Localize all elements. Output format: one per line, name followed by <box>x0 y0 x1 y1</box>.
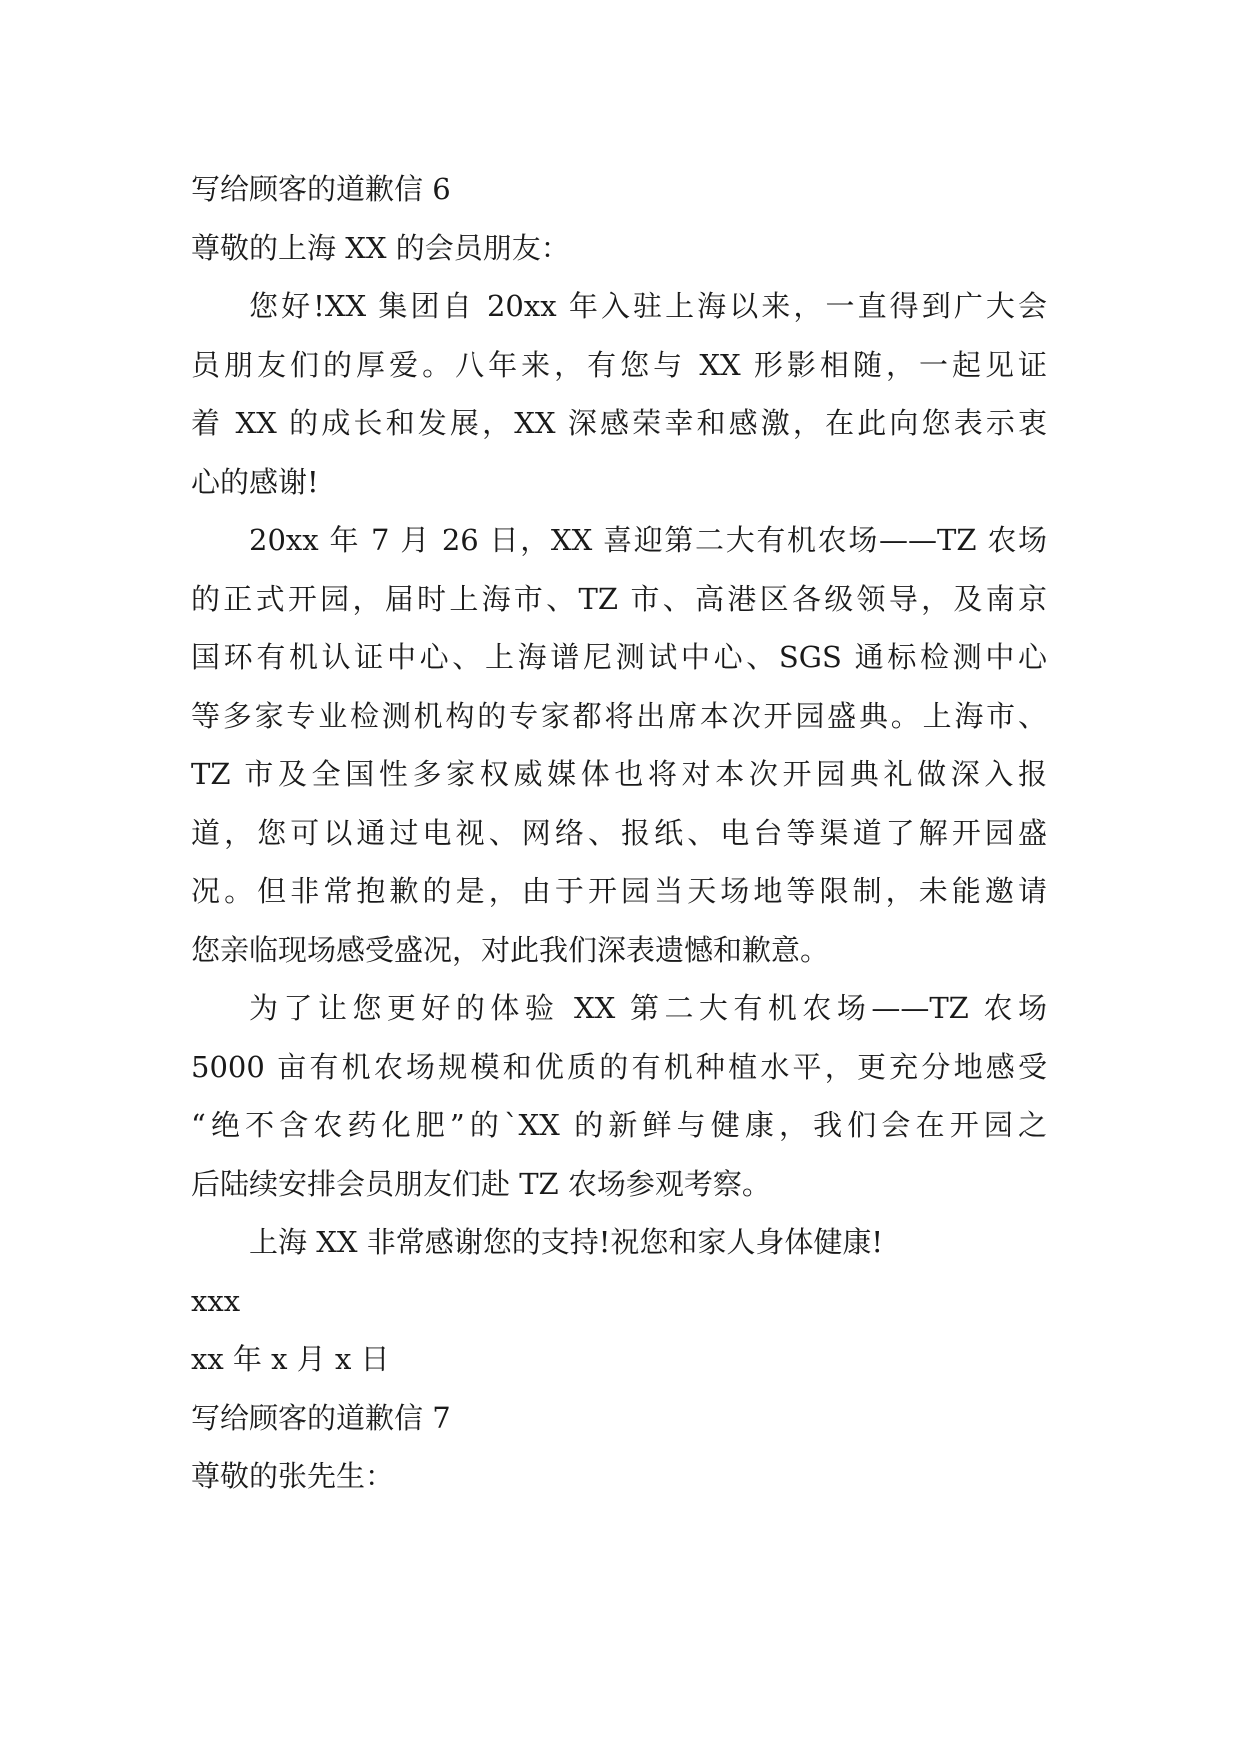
paragraph-line: 5000 亩有机农场规模和优质的有机种植水平，更充分地感受 <box>191 1049 1047 1084</box>
paragraph-line: “绝不含农药化肥”的`XX 的新鲜与健康，我们会在开园之 <box>191 1108 1047 1142</box>
paragraph-line: 着 XX 的成长和发展，XX 深感荣幸和感激，在此向您表示衷 <box>191 406 1047 440</box>
paragraph-2 <box>191 511 1047 979</box>
letter-salutation: 尊敬的上海 XX 的会员朋友： <box>191 230 570 265</box>
letter-salutation: 尊敬的张先生： <box>191 1459 395 1493</box>
date: xx 年 x 月 x 日 <box>191 1342 390 1376</box>
paragraph-line: 等多家专业检测机构的专家都将出席本次开园盛典。上海市、 <box>191 698 1047 733</box>
paragraph-line: 心的感谢! <box>191 464 319 499</box>
signature: xxx <box>191 1283 241 1318</box>
paragraph-line: 20xx 年 7 月 26 日，XX 喜迎第二大有机农场——TZ 农场 <box>249 523 1047 557</box>
letter-title: 写给顾客的道歉信 6 <box>191 172 451 206</box>
paragraph-line: 后陆续安排会员朋友们赴 TZ 农场参观考察。 <box>191 1166 771 1201</box>
paragraph-line: 员朋友们的厚爱。八年来，有您与 XX 形影相随，一起见证 <box>191 347 1047 382</box>
paragraph-line: 您亲临现场感受盛况，对此我们深表遗憾和歉意。 <box>191 932 830 967</box>
paragraph-line: 况。但非常抱歉的是，由于开园当天场地等限制，未能邀请 <box>191 874 1047 908</box>
paragraph-1 <box>191 277 1047 511</box>
paragraph-3 <box>191 979 1047 1213</box>
paragraph-line: 为了让您更好的体验 XX 第二大有机农场——TZ 农场 <box>249 991 1047 1025</box>
paragraph-line: 道，您可以通过电视、网络、报纸、电台等渠道了解开园盛 <box>191 815 1047 850</box>
paragraph-4: 上海 XX 非常感谢您的支持!祝您和家人身体健康! <box>249 1225 884 1259</box>
paragraph-line: 国环有机认证中心、上海谱尼测试中心、SGS 通标检测中心 <box>191 640 1047 674</box>
paragraph-line: 您好!XX 集团自 20xx 年入驻上海以来，一直得到广大会 <box>249 289 1047 323</box>
letter-title: 写给顾客的道歉信 7 <box>191 1400 451 1435</box>
paragraph-line: 的正式开园，届时上海市、TZ 市、高港区各级领导，及南京 <box>191 581 1047 616</box>
paragraph-line: TZ 市及全国性多家权威媒体也将对本次开园典礼做深入报 <box>191 757 1047 791</box>
document-body <box>191 160 1047 1506</box>
